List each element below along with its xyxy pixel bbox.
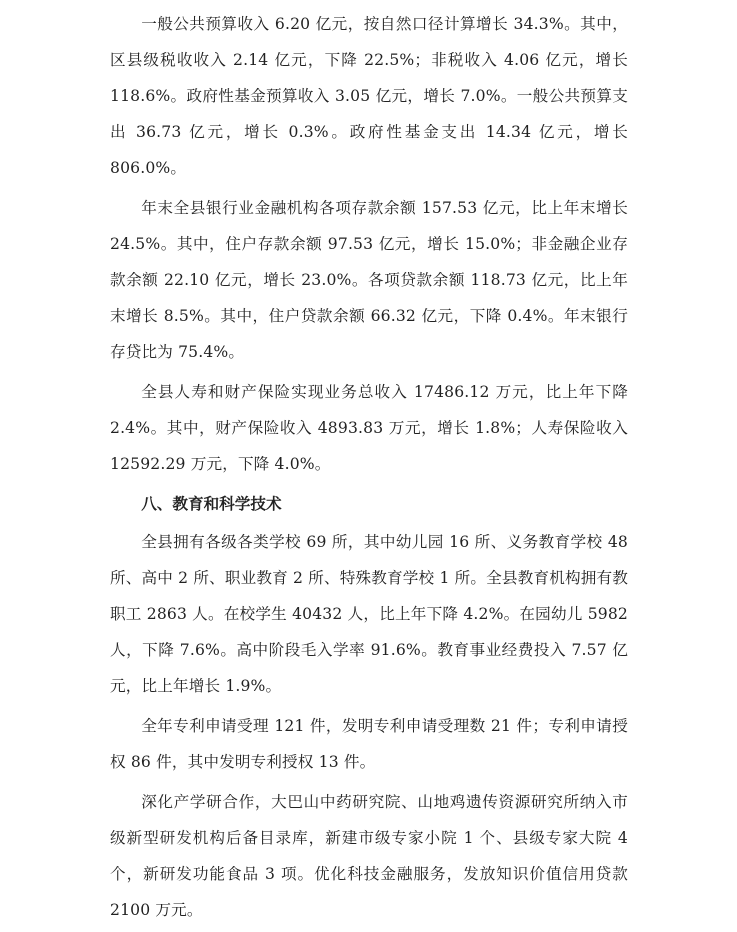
paragraph-insurance: 全县人寿和财产保险实现业务总收入 17486.12 万元，比上年下降 2.4%。其中，财产保险收入 4893.83 万元，增长 1.8%；人寿保险收入 12592.29 万元，下降 4.0%。 bbox=[110, 383, 628, 473]
paragraph-schools: 全县拥有各级各类学校 69 所，其中幼儿园 16 所、义务教育学校 48 所、高中 2 所、职业教育 2 所、特殊教育学校 1 所。全县教育机构拥有教职工 2863 人。在校学生 40432 人，比上年下降 4.2%。在园幼儿 5982 人，下降 7.6%。高中阶段毛入学率 91.6%。教育事业经费投入 7.57 亿元，比上年增长 1.9%。 bbox=[110, 533, 628, 695]
paragraph-fiscal-revenue: 一般公共预算收入 6.20 亿元，按自然口径计算增长 34.3%。其中，区县级税收收入 2.14 亿元，下降 22.5%；非税收入 4.06 亿元，增长 118.6%。政府性基金预算收入 3.05 亿元，增长 7.0%。一般公共预算支出 36.73 亿元，增长 0.3%。政府性基金支出 14.34 亿元，增长 806.0%。 bbox=[110, 15, 628, 177]
paragraph-research-cooperation: 深化产学研合作，大巴山中药研究院、山地鸡遗传资源研究所纳入市级新型研发机构后备目录库，新建市级专家小院 1 个、县级专家大院 4 个，新研发功能食品 3 项。优化科技金融服务，发放知识价值信用贷款 2100 万元。 bbox=[110, 793, 628, 919]
paragraph-bank-deposits: 年末全县银行业金融机构各项存款余额 157.53 亿元，比上年末增长 24.5%。其中，住户存款余额 97.53 亿元，增长 15.0%；非金融企业存款余额 22.10 亿元，增长 23.0%。各项贷款余额 118.73 亿元，比上年末增长 8.5%。其中，住户贷款余额 66.32 亿元，下降 0.4%。年末银行存贷比为 75.4%。 bbox=[110, 199, 628, 361]
paragraph-patents: 全年专利申请受理 121 件，发明专利申请受理数 21 件；专利申请授权 86 件，其中发明专利授权 13 件。 bbox=[110, 717, 628, 771]
section-heading-education: 八、教育和科学技术 bbox=[141, 495, 282, 513]
document-body bbox=[110, 6, 628, 932]
